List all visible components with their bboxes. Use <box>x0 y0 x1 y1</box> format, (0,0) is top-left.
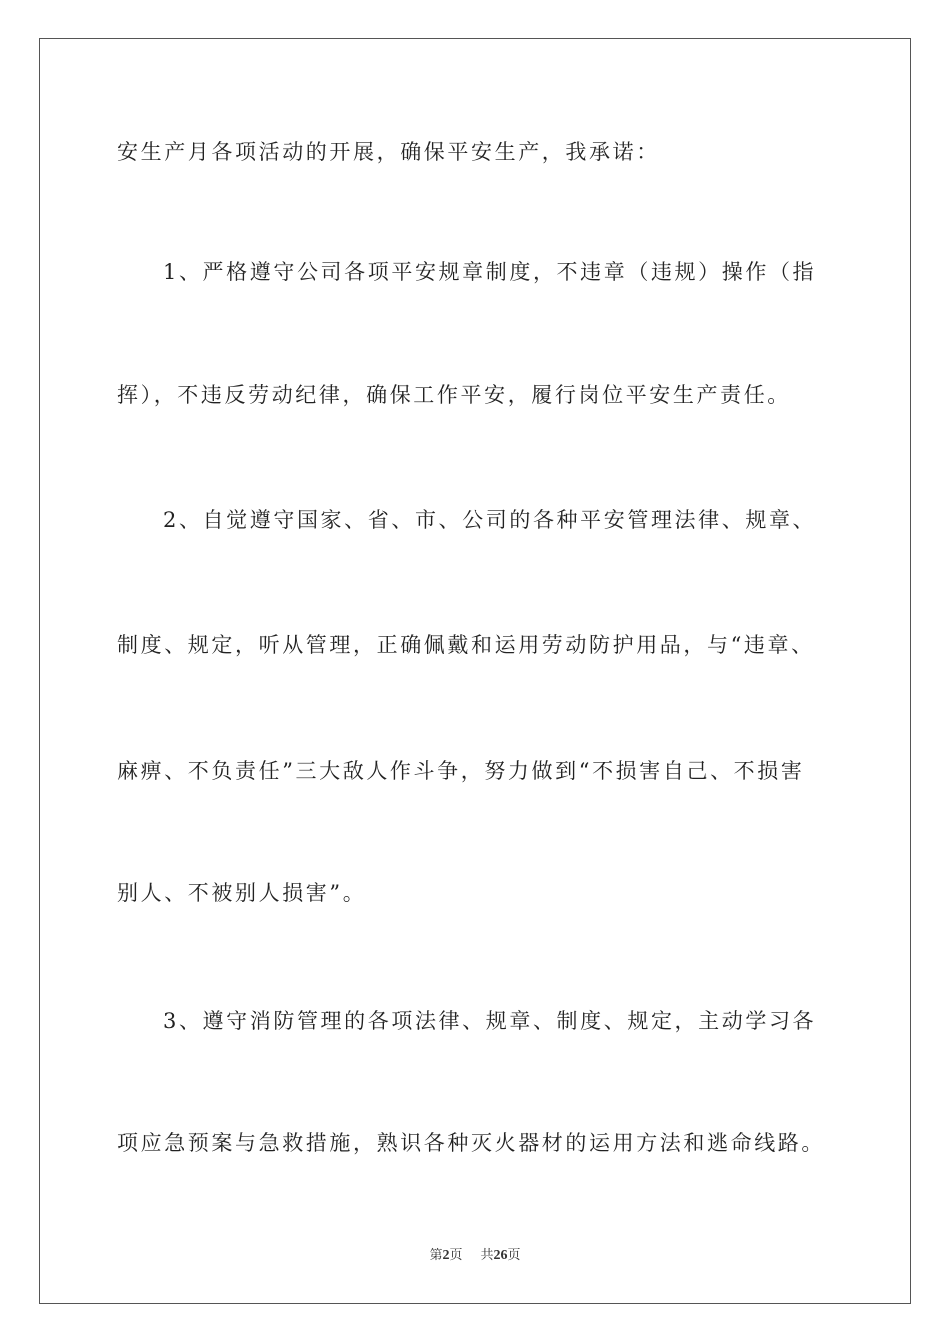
text-line-6: 麻痹、不负责任”三大敌人作斗争，努力做到“不损害自己、不损害 <box>117 759 805 783</box>
page-border <box>39 38 911 1304</box>
page-suffix: 页 <box>449 1248 463 1263</box>
total-suffix: 页 <box>507 1248 521 1263</box>
page-footer <box>0 1246 950 1266</box>
page-number: 2 <box>442 1248 450 1263</box>
text-line-2: 1、严格遵守公司各项平安规章制度，不违章（违规）操作（指 <box>163 260 817 284</box>
text-line-5: 制度、规定，听从管理，正确佩戴和运用劳动防护用品，与“违章、 <box>117 633 815 657</box>
text-line-8: 3、遵守消防管理的各项法律、规章、制度、规定，主动学习各 <box>163 1009 817 1033</box>
text-line-7: 别人、不被别人损害”。 <box>117 881 367 905</box>
total-prefix: 共 <box>480 1248 494 1263</box>
total-pages: 26 <box>493 1248 508 1263</box>
text-line-9: 项应急预案与急救措施，熟识各种灭火器材的运用方法和逃命线路。 <box>117 1131 825 1155</box>
text-line-1: 安生产月各项活动的开展，确保平安生产，我承诺： <box>117 140 660 164</box>
text-line-3: 挥），不违反劳动纪律，确保工作平安，履行岗位平安生产责任。 <box>117 383 791 407</box>
page-prefix: 第 <box>429 1248 443 1263</box>
text-line-4: 2、自觉遵守国家、省、市、公司的各种平安管理法律、规章、 <box>163 508 817 532</box>
